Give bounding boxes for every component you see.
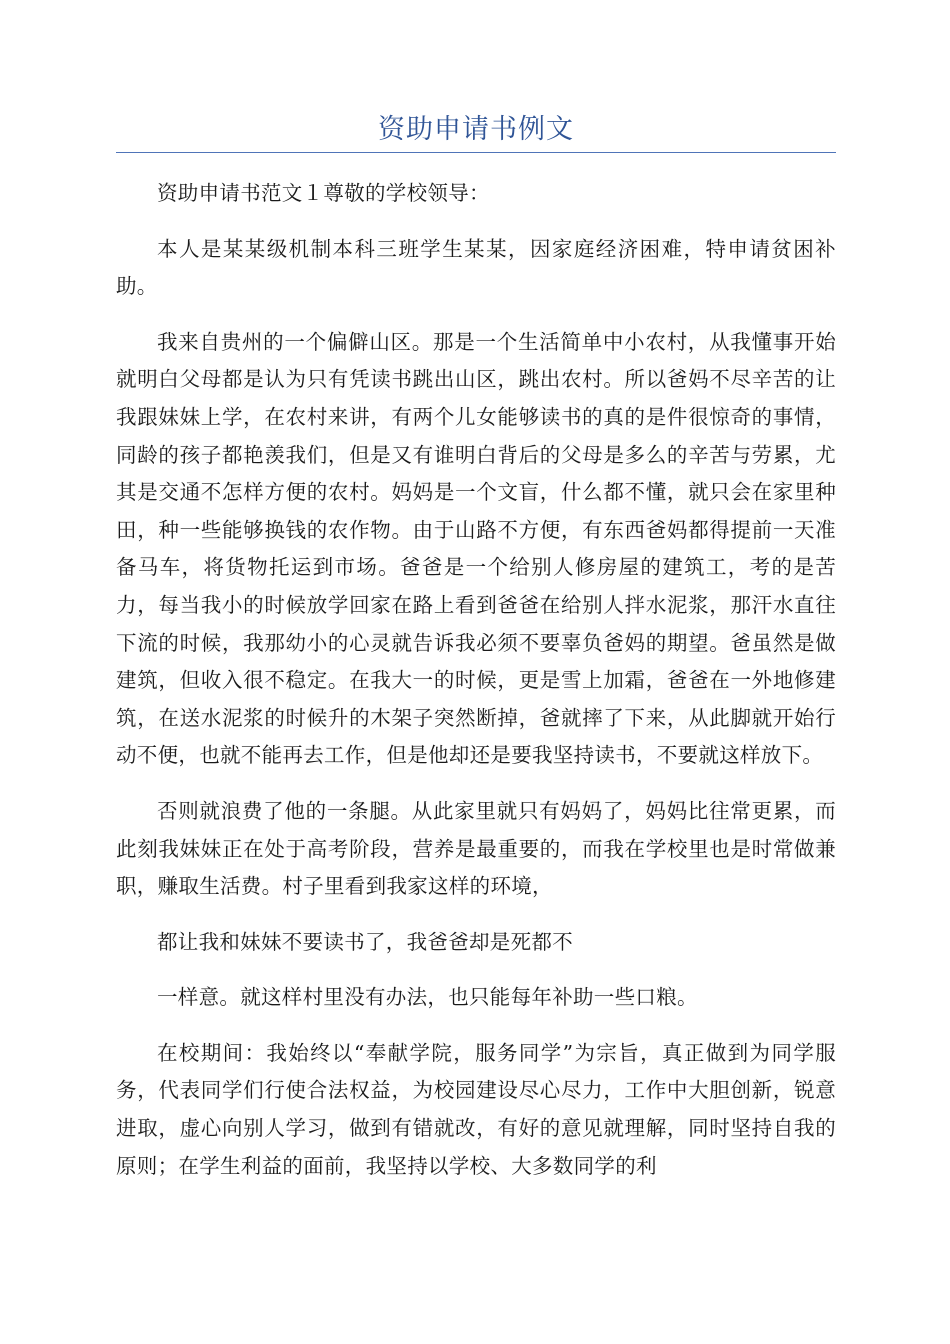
paragraph-fragment-2: 一样意。就这样村里没有办法，也只能每年补助一些口粮。 <box>157 985 698 1010</box>
title-underline <box>116 152 836 153</box>
document-page <box>116 0 836 1203</box>
paragraph-school-performance: 在校期间：我始终以“奉献学院，服务同学”为宗旨，真正做到为同学服务，代表同学们行使合法权益，为校园建设尽心尽力，工作中大胆创新，锐意进取，虚心向别人学习，做到有错就改，有好的意见就理解，同时坚持自我的原则；在学生利益的面前，我坚持以学校、大多数同学的利 <box>116 1040 836 1178</box>
paragraph-fragment-1: 都让我和妹妹不要读书了，我爸爸却是死都不 <box>157 929 573 954</box>
paragraph-salutation: 资助申请书范文１尊敬的学校领导： <box>157 181 490 205</box>
paragraph-introduction: 本人是某某级机制本科三班学生某某，因家庭经济困难，特申请贫困补助。 <box>116 236 836 299</box>
document-body <box>116 175 836 1185</box>
paragraph-family-hardship: 否则就浪费了他的一条腿。从此家里就只有妈妈了，妈妈比往常更累，而此刻我妹妹正在处于高考阶段，营养是最重要的，而我在学校里也是时常做兼职，赚取生活费。村子里看到我家这样的环境， <box>116 798 836 899</box>
document-title: 资助申请书例文 <box>378 114 574 145</box>
paragraph-family-background: 我来自贵州的一个偏僻山区。那是一个生活简单中小农村，从我懂事开始就明白父母都是认为只有凭读书跳出山区，跳出农村。所以爸妈不尽辛苦的让我跟妹妹上学，在农村来讲，有两个儿女能够读书的真的是件很惊奇的事情，同龄的孩子都艳羡我们，但是又有谁明白背后的父母是多么的辛苦与劳累，尤其是交通不怎样方便的农村。妈妈是一个文盲，什么都不懂，就只会在家里种田，种一些能够换钱的农作物。由于山路不方便，有东西爸妈都得提前一天准备马车，将货物托运到市场。爸爸是一个给别人修房屋的建筑工，考的是苦力，每当我小的时候放学回家在路上看到爸爸在给别人拌水泥浆，那汗水直往下流的时候，我那幼小的心灵就告诉我必须不要辜负爸妈的期望。爸虽然是做建筑，但收入很不稳定。在我大一的时候，更是雪上加霜，爸爸在一外地修建筑，在送水泥浆的时候升的木架子突然断掉，爸就摔了下来，从此脚就开始行动不便，也就不能再去工作，但是他却还是要我坚持读书，不要就这样放下。 <box>116 329 836 768</box>
